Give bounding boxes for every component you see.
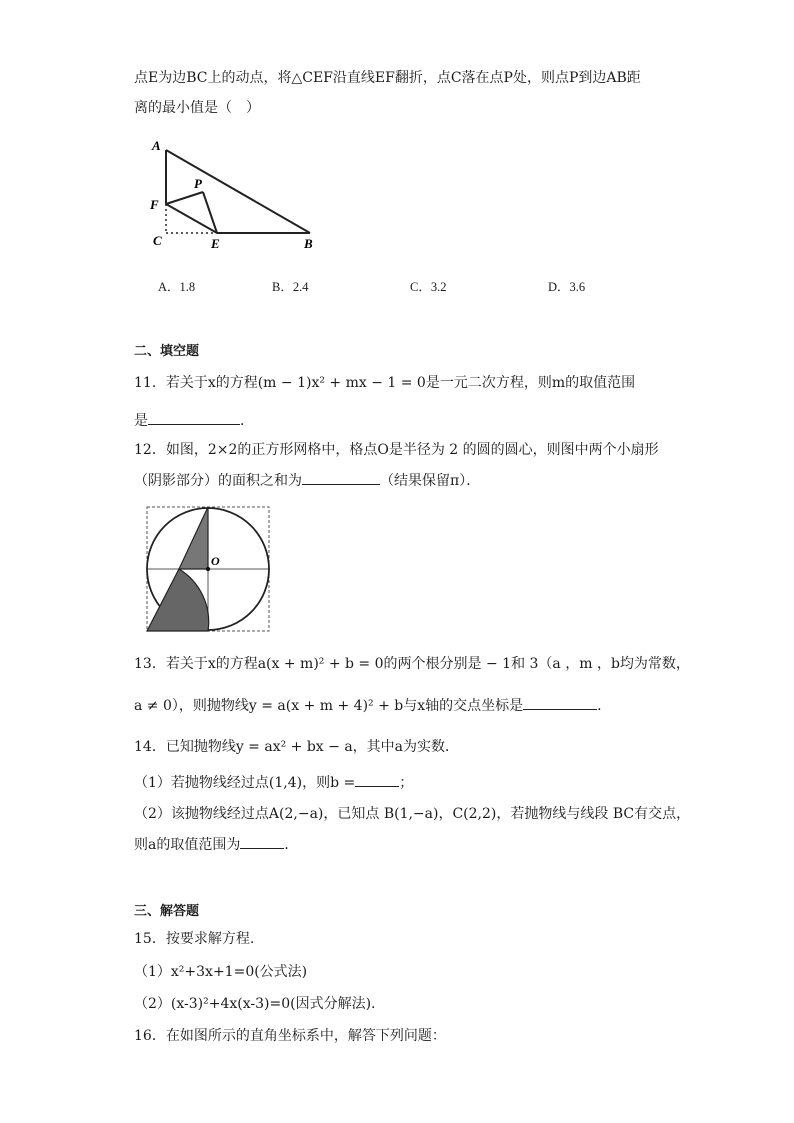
q14-line1: 14．已知抛物线y = ax² + bx − a，其中a为实数． [134, 739, 460, 755]
label-F: F [150, 197, 159, 212]
triangle-figure [140, 136, 330, 256]
option-d-value: 3.6 [569, 280, 586, 294]
option-b[interactable] [272, 277, 308, 295]
option-a[interactable] [158, 277, 195, 295]
option-c[interactable] [410, 277, 446, 295]
option-a-letter: A． [158, 280, 180, 294]
option-d[interactable] [548, 277, 585, 295]
q11-end: ． [240, 413, 254, 429]
q10-line1: 点E为边BC上的动点，将△CEF沿直线EF翻折，点C落在点P处，则点P到边AB距 [134, 70, 641, 86]
label-P: P [194, 176, 202, 191]
option-d-letter: D． [548, 280, 570, 294]
q13-line2a: a ≠ 0），则抛物线y = a(x + m + 4)² + b与x轴的交点坐标是 [134, 698, 524, 714]
q10-line2: 离的最小值是（ ） [134, 100, 260, 116]
q14-part2: （2）该抛物线经过点A(2,−a)，已知点 B(1,−a)，C(2,2)，若抛物线与线段 BC有交点， [134, 806, 691, 822]
q11-text: 11．若关于x的方程(m − 1)x² + mx − 1 = 0是一元二次方程，则m的取值范围 [134, 375, 636, 391]
q15-part2: （2）(x-3)²+4x(x-3)=0(因式分解法). [134, 996, 376, 1012]
q14-part2-text: 则a的取值范围为 [134, 837, 241, 853]
option-c-letter: C． [410, 280, 431, 294]
q14-part1-blank[interactable] [355, 772, 399, 787]
q12-line2 [134, 470, 480, 491]
q11-cont-word: 是 [134, 413, 148, 429]
option-b-letter: B． [272, 280, 293, 294]
label-O: O [211, 554, 220, 568]
q13-answer-blank[interactable] [523, 695, 597, 710]
q15-title: 15．按要求解方程. [134, 931, 255, 947]
q13-line2b: . [597, 698, 602, 714]
q14-part2-end: ． [284, 837, 299, 853]
label-B: B [304, 236, 313, 251]
label-A: A [152, 138, 161, 153]
section2-title: 二、填空题 [134, 344, 200, 359]
q12-line2b: （结果保留π）． [380, 473, 481, 489]
q12-answer-blank[interactable] [302, 470, 380, 485]
option-c-value: 3.2 [430, 280, 447, 294]
option-a-value: 1.8 [179, 280, 196, 294]
q12-line2a: （阴影部分）的面积之和为 [134, 473, 302, 489]
q14-part1-text: （1）若抛物线经过点(1,4)，则b = [134, 775, 356, 791]
q13-line2 [134, 695, 602, 716]
q14-part2-blank[interactable] [240, 834, 284, 849]
section3-title: 三、解答题 [134, 904, 200, 919]
option-b-value: 2.4 [292, 280, 309, 294]
q15-part1: （1）x²+3x+1=0(公式法) [134, 964, 308, 980]
label-C: C [153, 233, 162, 248]
label-E: E [211, 236, 220, 251]
q11-cont [134, 410, 254, 431]
circle-grid-figure [144, 504, 272, 634]
q14-part1-end: ； [399, 775, 414, 791]
q16-text: 16．在如图所示的直角坐标系中，解答下列问题： [134, 1028, 446, 1044]
q12-line1: 12．如图，2×2的正方形网格中，格点O是半径为 2 的圆的圆心，则图中两个小扇形 [134, 442, 659, 458]
q14-part1 [134, 772, 413, 793]
q13-line1: 13．若关于x的方程a(x + m)² + b = 0的两个根分别是 − 1和 3（a ，m ，b均为常数， [134, 656, 690, 672]
q14-part2-cont [134, 834, 298, 855]
q11-answer-blank[interactable] [148, 410, 240, 425]
